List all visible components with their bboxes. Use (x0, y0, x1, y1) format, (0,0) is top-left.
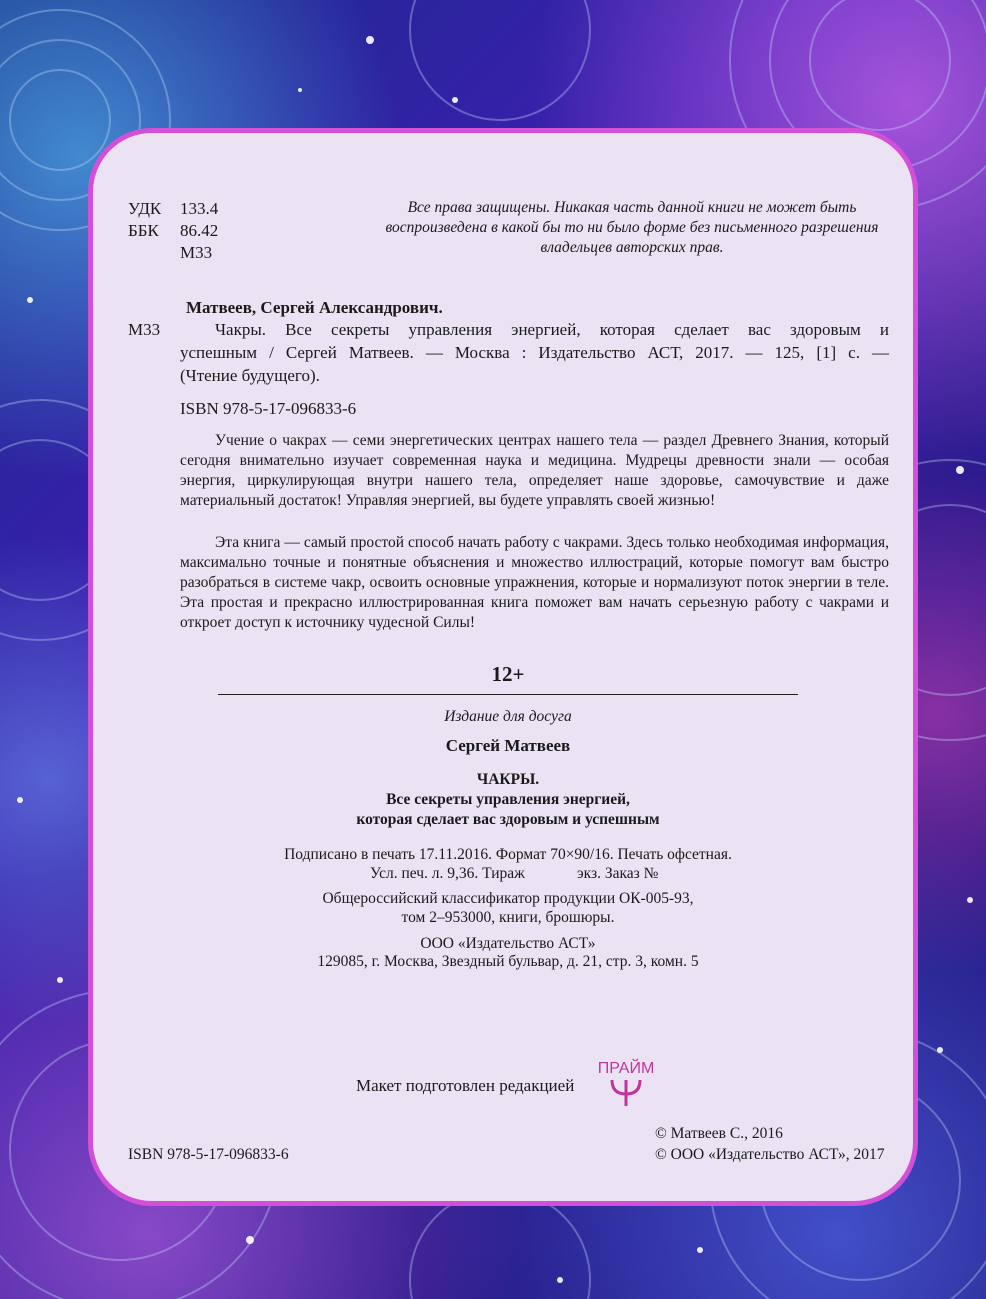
print-details-line1: Подписано в печать 17.11.2016. Формат 70×90/16. Печать офсетная. (284, 846, 732, 863)
udk-label: УДК (128, 199, 162, 218)
udk-value: 133.4 (180, 199, 219, 218)
annotation-paragraph-2: Эта книга — самый простой способ начать работу с чакрами. Здесь только необходимая информация, максимально точные и понятные объяснения и множество иллюстраций, которые помогут вам быстро разобраться в системе чакр, освоить основные упражнения, которые и нормализуют поток энергии в теле. Эта простая и прекрасно иллюстрированная книга поможет вам начать серьезную работу с чакрами и откроет доступ к источнику чудесной Силы! (180, 534, 889, 631)
divider-rule (218, 694, 798, 695)
bbk-value: 86.42 (180, 221, 219, 240)
catalog-description-line2: успешным / Сергей Матвеев. — Москва : Издательство АСТ, 2017. — 125, [1] с. — (180, 343, 889, 362)
publisher-name: ООО «Издательство АСТ» (420, 935, 596, 952)
imprint-subtitle-line1: Все секреты управления энергией, (386, 791, 630, 808)
bbk-label: ББК (128, 221, 159, 240)
author-mark: М33 (180, 243, 213, 262)
rights-notice: Все права защищены. Никакая часть данной книги не может быть воспроизведена в какой бы то ни было форме без письменного разрешения владельцев авторских прав. (385, 199, 879, 256)
imprint-subtitle-line2: которая сделает вас здоровым и успешным (356, 811, 660, 828)
publisher-address: 129085, г. Москва, Звездный бульвар, д. 21, стр. 3, комн. 5 (317, 953, 699, 970)
annotation-paragraph-1: Учение о чакрах — семи энергетических центрах нашего тела — раздел Древнего Знания, который сегодня внимательно изучает современная наука и медицина. Мудрецы древности знали — особая энергия, циркулирующая внутри нашего тела, определяет наше здоровье, самочувствие и даже материальный достаток! Управляя энергией, вы будете управлять своей жизнью! (180, 432, 889, 509)
copyright-publisher: © ООО «Издательство АСТ», 2017 (655, 1146, 885, 1163)
catalog-mark: М33 (128, 320, 161, 339)
print-details-line2a: Усл. печ. л. 9,36. Тираж (370, 865, 525, 882)
catalog-author-heading: Матвеев, Сергей Александрович. (186, 298, 443, 317)
layout-credit: Макет подготовлен редакцией (356, 1076, 575, 1095)
edition-type: Издание для досуга (444, 708, 572, 725)
copyright-author: © Матвеев С., 2016 (655, 1125, 783, 1142)
age-rating: 12+ (491, 662, 525, 686)
catalog-description-line1: Чакры. Все секреты управления энергией, которая сделает вас здоровым и (215, 320, 889, 339)
catalog-isbn: ISBN 978-5-17-096833-6 (180, 399, 357, 418)
prime-logo-icon (590, 1056, 662, 1108)
print-details-line2b: экз. Заказ № (577, 865, 659, 882)
prime-logo-text: ПРАЙМ (597, 1060, 655, 1077)
classifier-line2: том 2–953000, книги, брошюры. (401, 909, 615, 926)
imprint-author: Сергей Матвеев (445, 736, 571, 755)
imprint-title: ЧАКРЫ. (476, 771, 540, 788)
catalog-description-line3: (Чтение будущего). (180, 366, 320, 385)
classifier-line1: Общероссийский классификатор продукции ОК-005-93, (322, 890, 694, 907)
footer-isbn: ISBN 978-5-17-096833-6 (128, 1146, 289, 1163)
